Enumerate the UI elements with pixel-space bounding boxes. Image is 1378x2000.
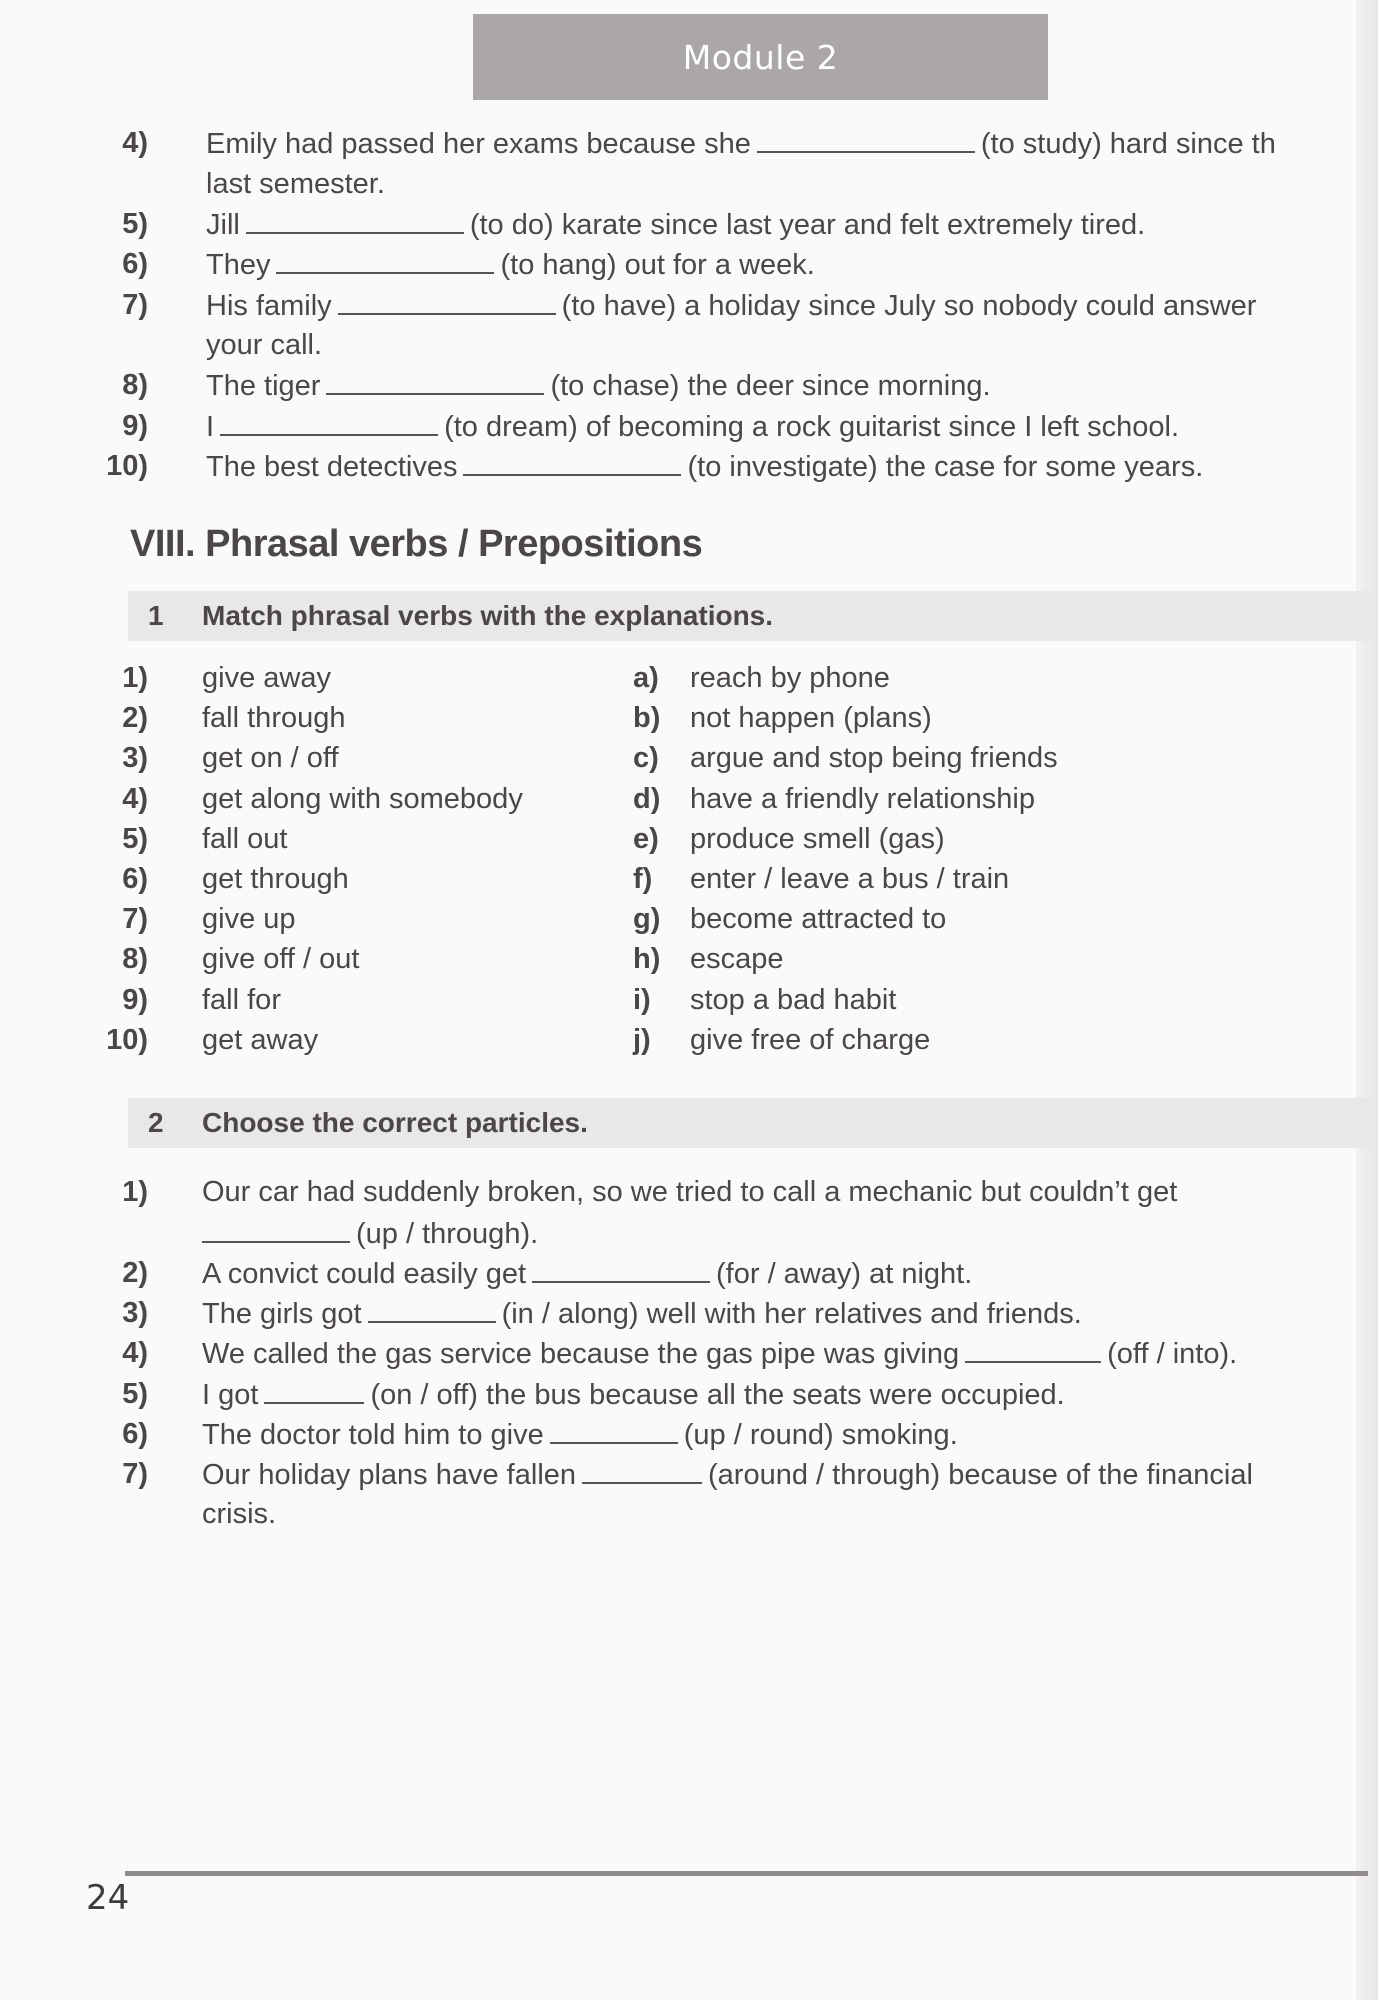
item-number: 3) (122, 1297, 148, 1329)
item-letter: d) (633, 782, 661, 815)
item-number: 1) (122, 1176, 148, 1208)
explanation-text: escape (690, 943, 784, 976)
item-number: 7) (122, 1458, 148, 1490)
item-hint: (for / away) at night. (716, 1258, 973, 1290)
particle-item-continuation (96, 1213, 1366, 1253)
item-text: Emily had passed her exams because she (206, 128, 751, 160)
item-hint: (around / through) because of the financial (708, 1459, 1253, 1491)
item-number: 1) (122, 662, 148, 694)
item-number: 2) (122, 702, 148, 735)
exercise-item (96, 244, 1366, 284)
explanation-text: become attracted to (690, 903, 947, 936)
item-text: The girls got (202, 1298, 362, 1330)
phrasal-verb-text: get on / off (202, 742, 339, 775)
phrasal-verb-text: fall out (202, 822, 288, 855)
footer-rule (125, 1871, 1368, 1876)
exercise-item (96, 123, 1366, 163)
phrasal-verb-text: give away (202, 662, 331, 694)
particle-item-continuation (96, 1494, 1366, 1534)
item-number: 10) (106, 450, 148, 482)
item-number: 9) (122, 983, 148, 1016)
particle-item (96, 1293, 1366, 1333)
item-number: 5) (122, 822, 148, 855)
task-2-instruction-band (128, 1098, 1373, 1148)
item-hint: (to investigate) the case for some years. (687, 451, 1204, 483)
answer-blank[interactable] (276, 244, 494, 274)
phrasal-verb-text: give up (202, 903, 296, 936)
particle-item (96, 1172, 1366, 1212)
item-hint: (off / into). (1107, 1338, 1238, 1370)
exercise-item (96, 406, 1366, 446)
item-text: We called the gas service because the gas pipe was giving (202, 1338, 960, 1370)
item-letter: h) (633, 943, 661, 976)
item-hint: (on / off) the bus because all the seats were occupied. (370, 1379, 1065, 1411)
item-number: 9) (122, 410, 148, 442)
item-text: Jill (206, 209, 240, 241)
item-text: The doctor told him to give (202, 1419, 544, 1451)
answer-blank[interactable] (965, 1333, 1101, 1363)
module-header (473, 14, 1048, 100)
phrasal-verb-text: fall through (202, 702, 346, 735)
item-letter: e) (633, 822, 659, 855)
item-number: 6) (122, 863, 148, 895)
item-text: A convict could easily get (202, 1258, 527, 1290)
item-number: 6) (122, 1418, 148, 1450)
item-text: The tiger (206, 370, 321, 402)
answer-blank[interactable] (550, 1414, 678, 1444)
explanation-text: have a friendly relationship (690, 782, 1035, 815)
page-number: 24 (86, 1878, 130, 1918)
answer-blank[interactable] (338, 285, 556, 315)
task-instruction: Match phrasal verbs with the explanations. (202, 600, 774, 631)
exercise-item (96, 446, 1366, 486)
particle-item (96, 1414, 1366, 1454)
answer-blank[interactable] (202, 1213, 350, 1243)
answer-blank[interactable] (246, 204, 464, 234)
item-text: crisis. (202, 1498, 277, 1530)
explanation-text: not happen (plans) (690, 702, 932, 735)
item-letter: b) (633, 702, 661, 735)
answer-blank[interactable] (326, 365, 544, 395)
task-instruction: Choose the correct particles. (202, 1107, 588, 1138)
particle-item (96, 1374, 1366, 1414)
item-text: Our car had suddenly broken, so we tried to call a mechanic but couldn’t get (202, 1176, 1178, 1208)
item-number: 4) (122, 1337, 148, 1369)
answer-blank[interactable] (368, 1293, 496, 1323)
item-letter: i) (633, 983, 651, 1016)
phrasal-verb-text: fall for (202, 983, 281, 1016)
answer-blank[interactable] (757, 123, 975, 153)
particle-item (96, 1253, 1366, 1293)
item-hint: (in / along) well with her relatives and friends. (501, 1298, 1082, 1330)
item-text: I got (202, 1379, 259, 1411)
item-letter: f) (633, 863, 653, 895)
item-number: 2) (122, 1257, 148, 1289)
item-hint: (up / round) smoking. (683, 1419, 958, 1451)
explanation-text: stop a bad habit (690, 983, 897, 1016)
item-text: Our holiday plans have fallen (202, 1459, 577, 1491)
task-number: 1 (148, 600, 164, 631)
item-hint: (to hang) out for a week. (500, 249, 815, 281)
exercise-item (96, 365, 1366, 405)
exercise-item (96, 204, 1366, 244)
module-title: Module 2 (682, 37, 839, 77)
item-number: 5) (122, 208, 148, 240)
phrasal-verb-text: get away (202, 1023, 319, 1056)
item-text: I (206, 411, 215, 443)
explanation-text: give free of charge (690, 1023, 931, 1056)
explanation-text: enter / leave a bus / train (690, 863, 1010, 895)
item-number: 10) (106, 1023, 148, 1056)
item-number: 8) (122, 369, 148, 401)
explanation-text: produce smell (gas) (690, 822, 945, 855)
answer-blank[interactable] (220, 406, 438, 436)
item-letter: a) (633, 662, 659, 694)
item-letter: g) (633, 903, 661, 936)
answer-blank[interactable] (582, 1454, 702, 1484)
particle-item (96, 1333, 1366, 1373)
item-number: 3) (122, 742, 148, 775)
item-number: 4) (122, 782, 148, 815)
explanation-text: reach by phone (690, 662, 890, 694)
section-heading: VIII. Phrasal verbs / Prepositions (130, 523, 703, 565)
phrasal-verb-text: get through (202, 863, 349, 895)
item-text: The best detectives (206, 451, 458, 483)
item-hint: (to have) a holiday since July so nobody could answer (561, 290, 1257, 322)
phrasal-verb-text: get along with somebody (202, 782, 523, 815)
item-hint: (to dream) of becoming a rock guitarist since I left school. (444, 411, 1180, 443)
item-text: They (206, 249, 271, 281)
item-hint: (to study) hard since th (980, 128, 1276, 160)
item-number: 7) (122, 903, 148, 936)
explanation-text: argue and stop being friends (690, 742, 1058, 775)
answer-blank[interactable] (532, 1253, 710, 1283)
item-hint: (to chase) the deer since morning. (550, 370, 991, 402)
item-number: 6) (122, 248, 148, 280)
item-number: 5) (122, 1378, 148, 1410)
item-text: your call. (206, 329, 323, 361)
particle-item (96, 1454, 1366, 1494)
answer-blank[interactable] (264, 1374, 364, 1404)
item-number: 4) (122, 127, 148, 159)
exercise-item (96, 285, 1366, 325)
item-number: 8) (122, 943, 148, 976)
item-hint: (up / through). (356, 1218, 539, 1250)
answer-blank[interactable] (463, 446, 681, 476)
item-letter: c) (633, 742, 659, 775)
phrasal-verb-text: give off / out (202, 943, 360, 976)
item-text: last semester. (206, 168, 385, 200)
item-letter: j) (633, 1023, 651, 1056)
item-text: His family (206, 290, 332, 322)
item-number: 7) (122, 289, 148, 321)
task-number: 2 (148, 1107, 164, 1138)
task-1-instruction-band (128, 591, 1373, 641)
item-hint: (to do) karate since last year and felt extremely tired. (469, 209, 1146, 241)
